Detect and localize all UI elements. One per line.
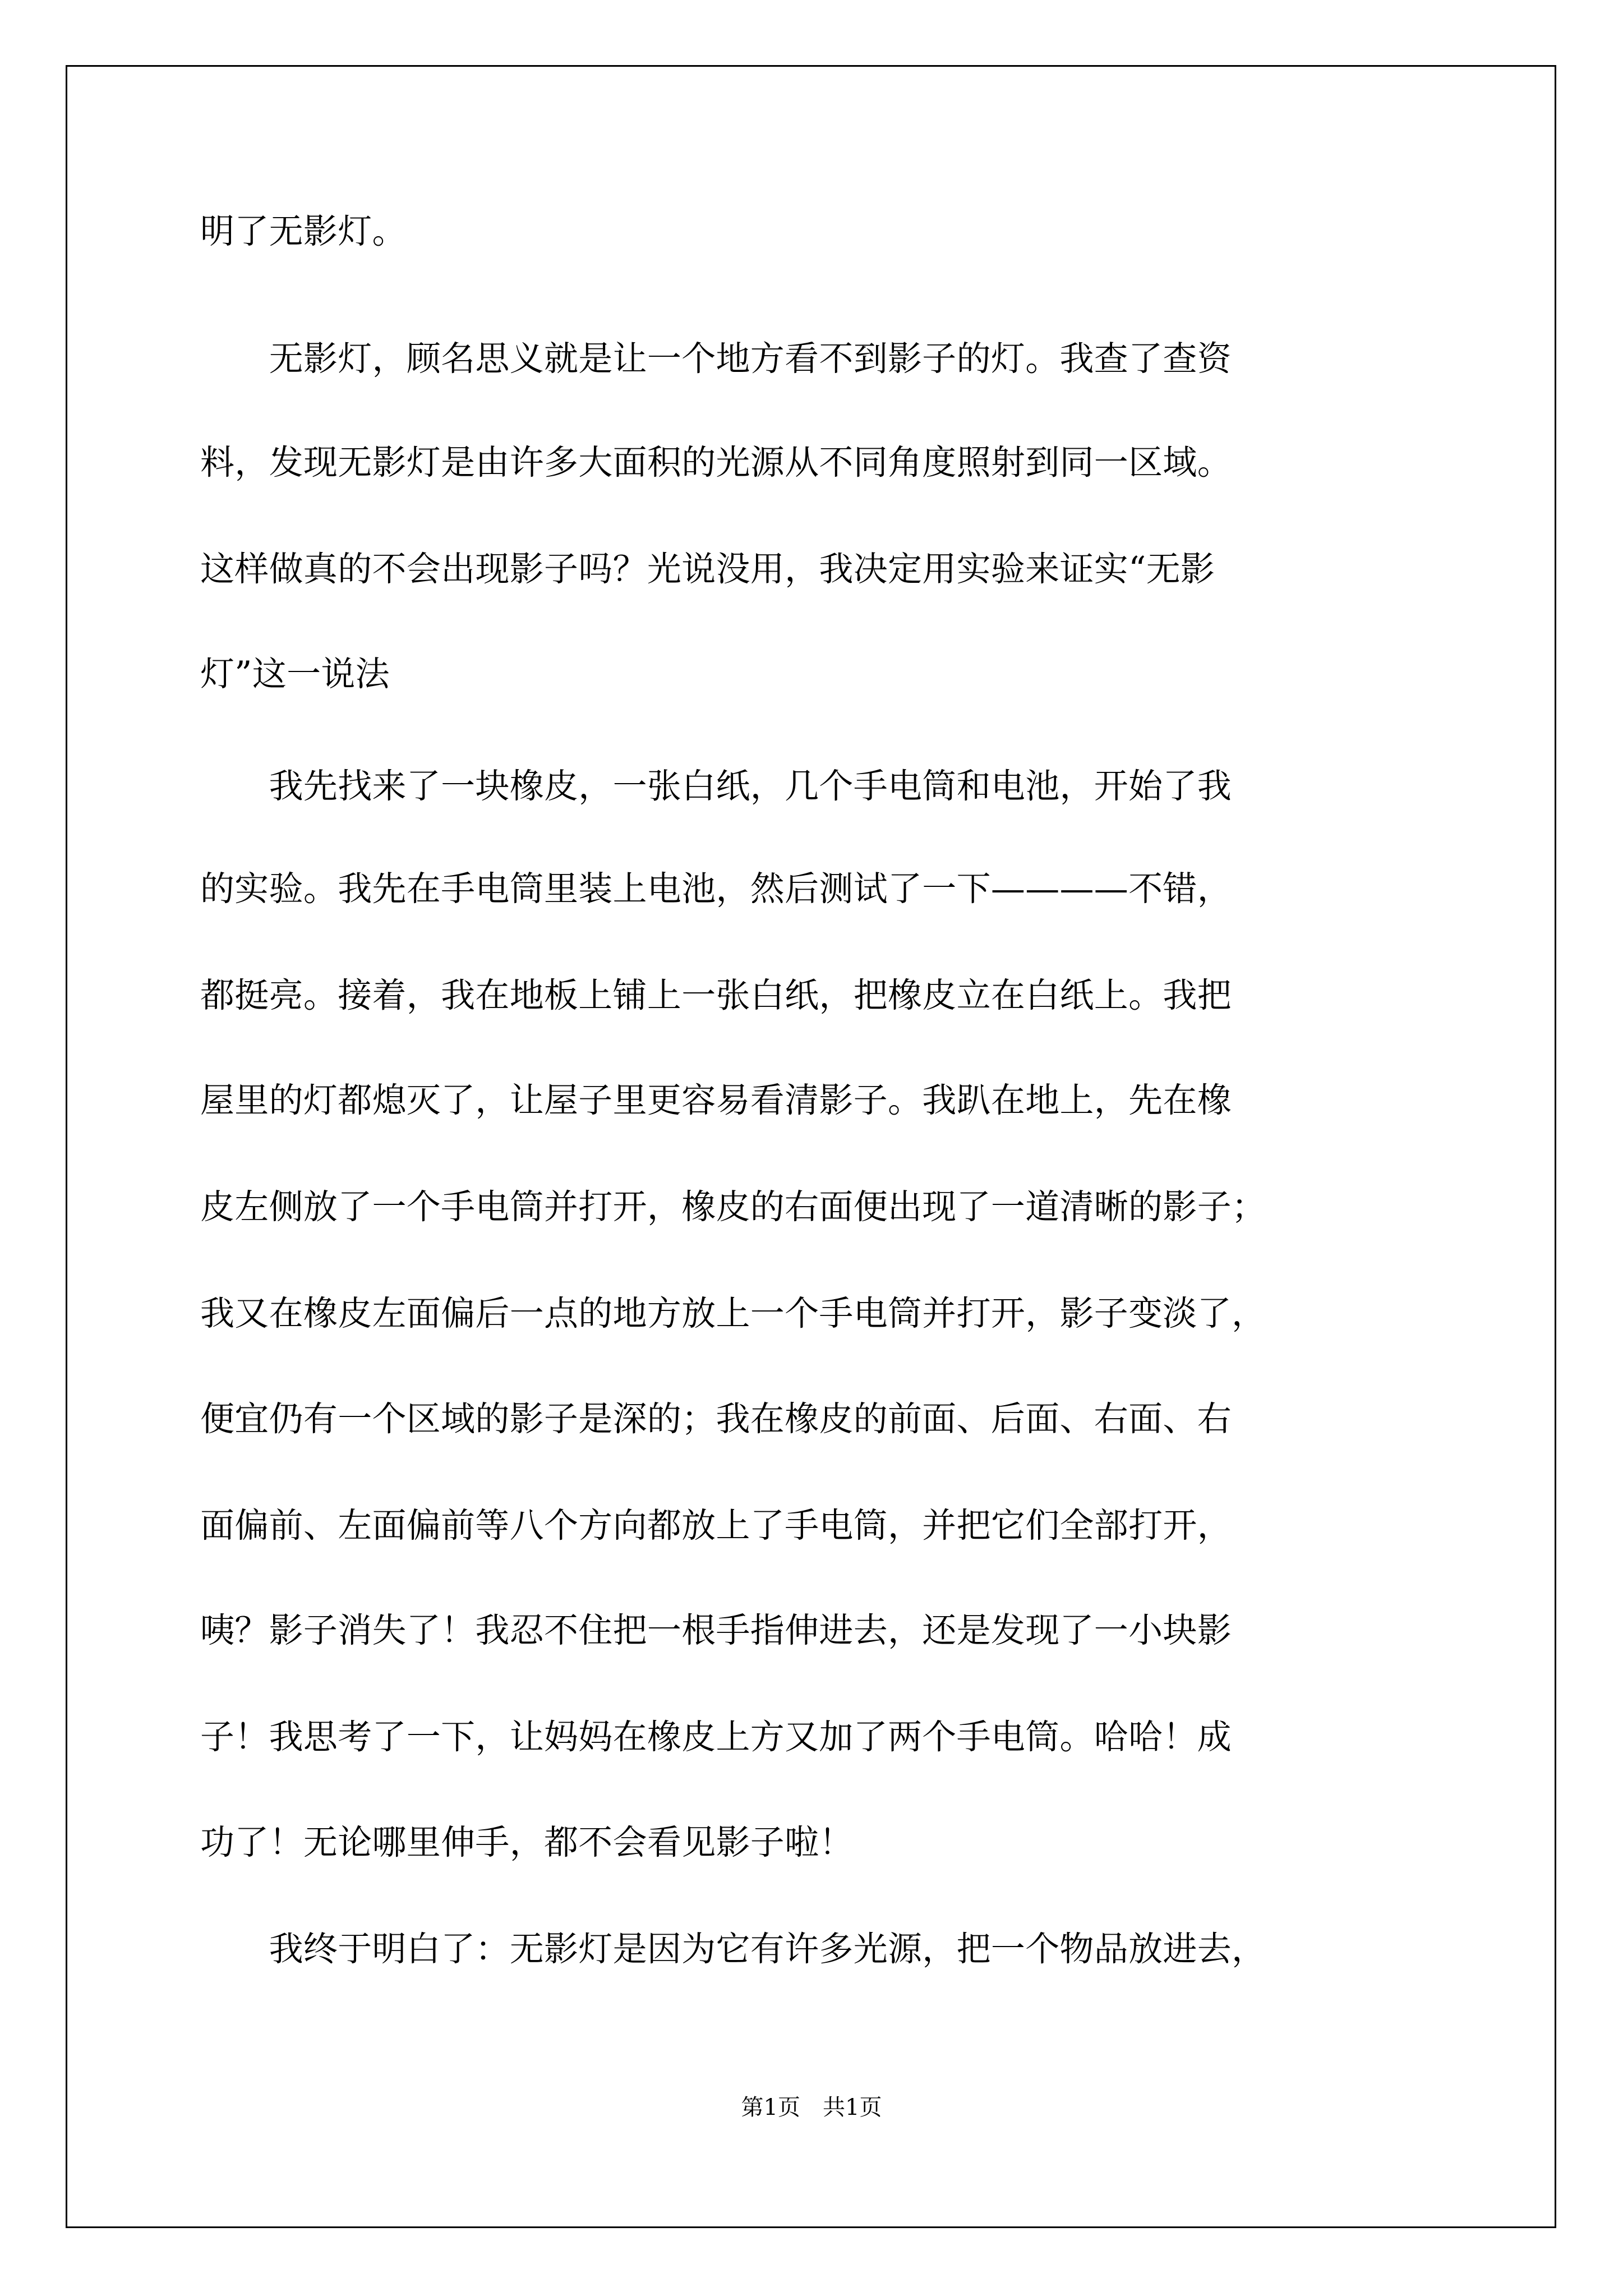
text-line: 我终于明白了：无影灯是因为它有许多光源，把一个物品放进去， [200, 1929, 1266, 1969]
text-line: 我又在橡皮左面偏后一点的地方放上一个手电筒并打开，影子变淡了， [200, 1294, 1266, 1333]
text-line: 屋里的灯都熄灭了，让屋子里更容易看清影子。我趴在地上，先在橡 [200, 1080, 1232, 1120]
text-line: 的实验。我先在手电筒里装上电池，然后测试了一下————不错， [200, 869, 1232, 909]
text-line: 便宜仍有一个区域的影子是深的；我在橡皮的前面、后面、右面、右 [200, 1399, 1232, 1439]
text-line: 我先找来了一块橡皮，一张白纸，几个手电筒和电池，开始了我 [200, 766, 1232, 806]
text-line: 子！我思考了一下，让妈妈在橡皮上方又加了两个手电筒。哈哈！成 [200, 1717, 1232, 1757]
text-line: 灯”这一说法 [200, 654, 390, 694]
text-line: 咦？影子消失了！我忍不住把一根手指伸进去，还是发现了一小块影 [200, 1611, 1232, 1650]
text-line: 功了！无论哪里伸手，都不会看见影子啦！ [200, 1823, 854, 1862]
text-line: 明了无影灯。 [200, 211, 407, 251]
page-border [66, 65, 1556, 2228]
text-line: 这样做真的不会出现影子吗？光说没用，我决定用实验来证实“无影 [200, 549, 1215, 589]
text-line: 无影灯，顾名思义就是让一个地方看不到影子的灯。我查了查资 [200, 339, 1232, 379]
text-line: 皮左侧放了一个手电筒并打开，橡皮的右面便出现了一道清晰的影子； [200, 1187, 1266, 1227]
text-line: 料，发现无影灯是由许多大面积的光源从不同角度照射到同一区域。 [200, 443, 1232, 482]
page-number-footer: 第1页 共1页 [741, 2095, 882, 2120]
text-line: 都挺亮。接着，我在地板上铺上一张白纸，把橡皮立在白纸上。我把 [200, 976, 1232, 1015]
text-line: 面偏前、左面偏前等八个方向都放上了手电筒，并把它们全部打开， [200, 1506, 1232, 1545]
